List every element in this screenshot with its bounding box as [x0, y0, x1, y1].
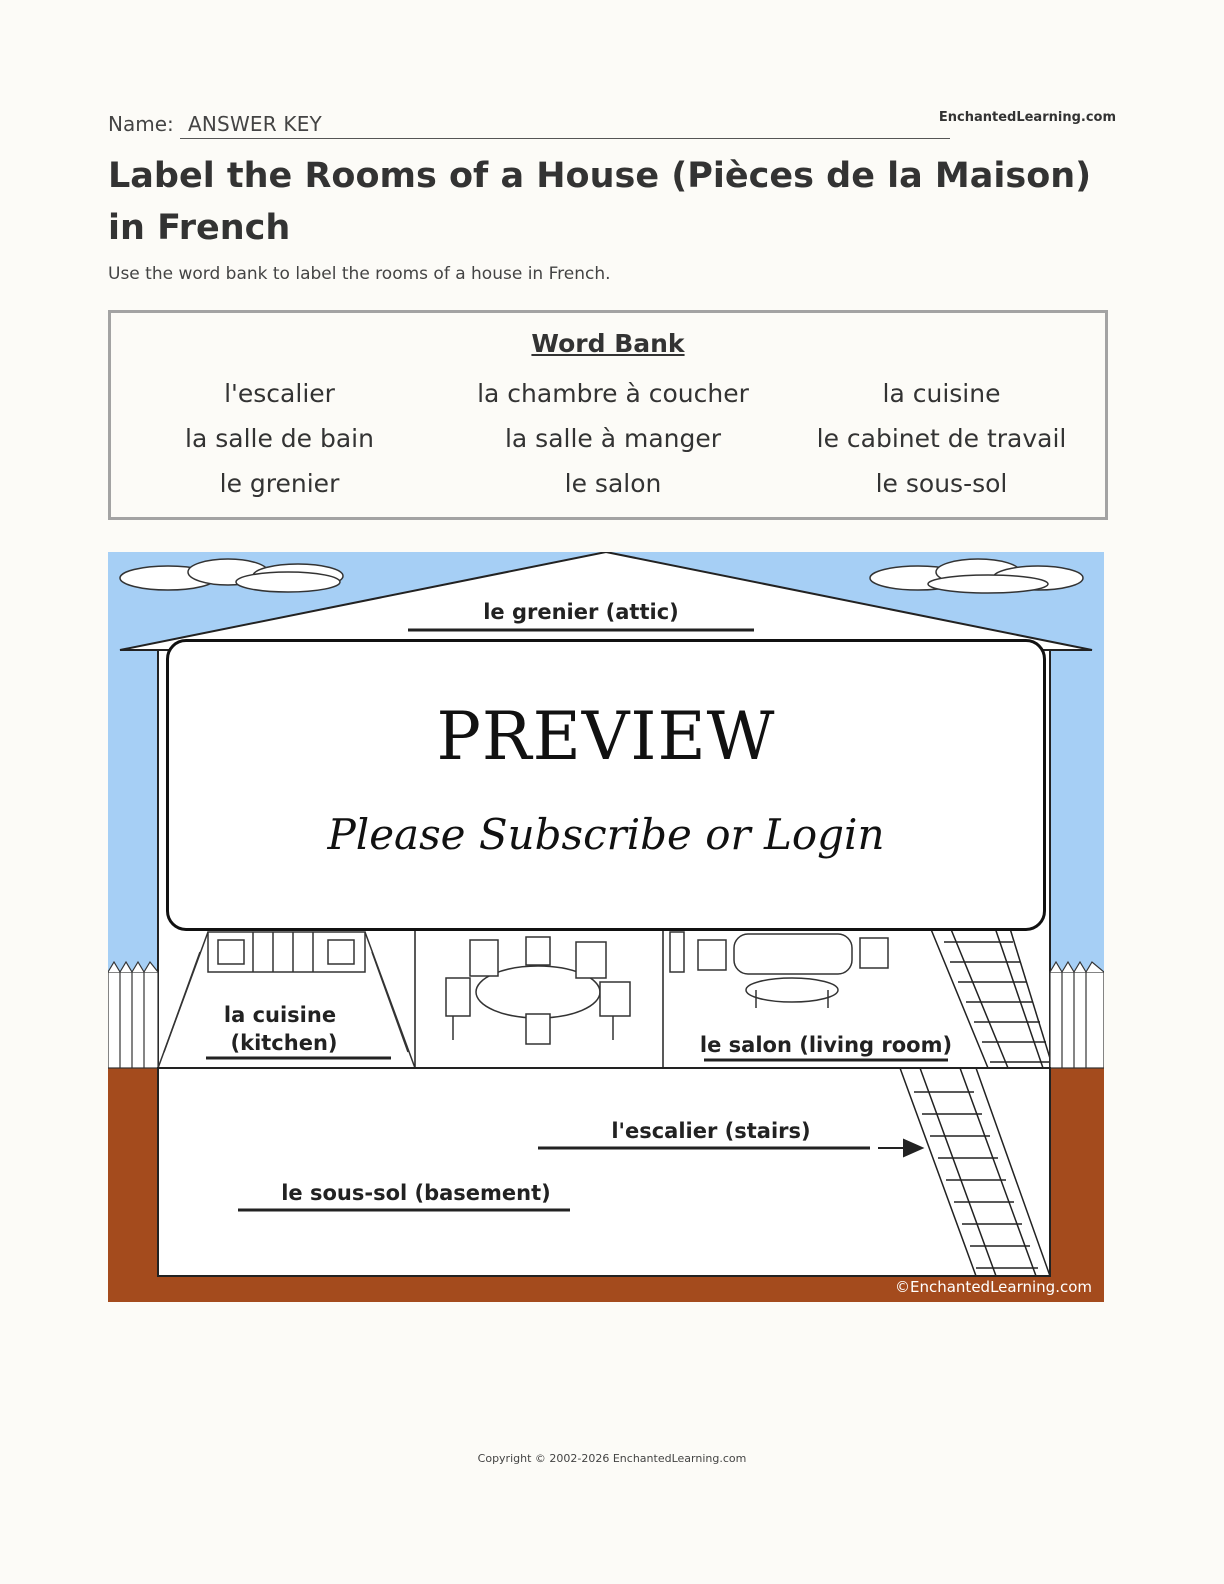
fence-left [108, 962, 158, 1068]
word-bank-item: la chambre à coucher [477, 379, 749, 408]
image-credit: ©EnchantedLearning.com [895, 1278, 1092, 1296]
label-living-room: le salon (living room) [699, 1033, 953, 1057]
subscribe-login-prompt[interactable]: Please Subscribe or Login [327, 810, 885, 859]
word-bank-item: l'escalier [224, 379, 335, 408]
name-field [180, 108, 950, 139]
site-link[interactable]: EnchantedLearning.com [938, 110, 1116, 125]
page-title: Label the Rooms of a House (Pièces de la Maison) in French [108, 156, 1092, 248]
label-stairs: l'escalier (stairs) [611, 1119, 811, 1143]
fence-right [1050, 962, 1104, 1068]
word-bank-item: la cuisine [882, 379, 1001, 408]
word-bank-item: la salle à manger [504, 424, 722, 453]
name-label: Name: [108, 112, 174, 136]
label-kitchen-english: (kitchen) [230, 1031, 338, 1055]
label-basement: le sous-sol (basement) [281, 1181, 551, 1205]
label-attic: le grenier (attic) [483, 600, 679, 624]
word-bank-item: le sous-sol [875, 469, 1008, 498]
label-kitchen: la cuisine [223, 1003, 337, 1027]
instructions: Use the word bank to label the rooms of a house in French. [108, 264, 611, 284]
name-row [108, 108, 951, 140]
word-bank [108, 310, 1108, 520]
preview-title: PREVIEW [436, 698, 776, 775]
name-value: ANSWER KEY [188, 112, 322, 136]
footer-copyright: Copyright © 2002-2026 EnchantedLearning.com [477, 1452, 747, 1465]
word-bank-item: le grenier [219, 469, 340, 498]
word-bank-item: le cabinet de travail [816, 424, 1067, 453]
preview-overlay[interactable] [166, 639, 1046, 931]
word-bank-title: Word Bank [531, 329, 685, 358]
word-bank-grid [111, 373, 1105, 504]
word-bank-item: le salon [564, 469, 662, 498]
basement [158, 1068, 1050, 1276]
word-bank-item: la salle de bain [185, 424, 374, 453]
